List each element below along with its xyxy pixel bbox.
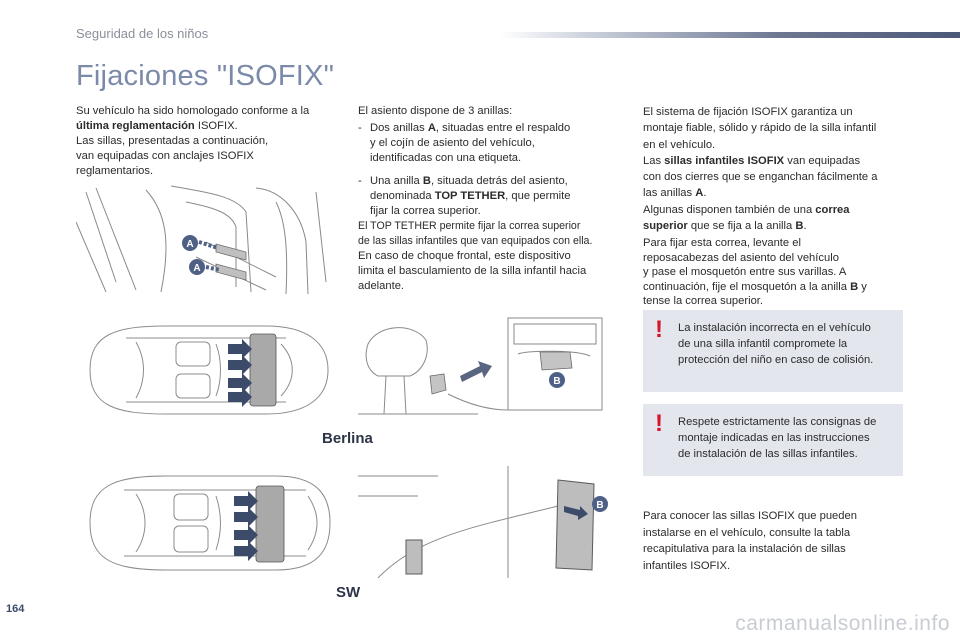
figure-seat-anchors [76,182,336,298]
svg-text:B: B [596,500,604,511]
header-bar [500,32,960,38]
svg-text:A: A [186,239,194,250]
svg-text:A: A [193,263,201,274]
warning-icon: ! [655,316,663,343]
page-title: Fijaciones "ISOFIX" [76,60,335,92]
svg-text:B: B [553,376,561,387]
warning-icon: ! [655,410,663,437]
figure-headrest-top-tether [358,314,612,422]
section-title: Seguridad de los niños [76,26,209,41]
warning-box-instructions: ! Respete estrictamente las consignas de montaje indicadas en las instrucciones de instalación de las sillas infantiles. [643,404,903,476]
warning-box-installation: ! La instalación incorrecta en el vehículo de una silla infantil compromete la protección del niño en caso de colisión. [643,310,903,392]
sw-label: SW [336,584,361,601]
system-text: El sistema de fijación ISOFIX garantiza un montaje fiable, sólido y rápido de la silla infantil en el vehículo. Las sillas infantiles ISOFIX van equipadas con dos cierres que se enganchan fácilmente a las anillas A. Algunas disponen también de una correa superior que se fija a la anilla B. [643,106,878,233]
figure-top-tether-anchor [358,466,612,578]
figure-berlina-top-view [76,320,336,420]
intro-text: Su vehículo ha sido homologado conforme a la última reglamentación ISOFIX. Las sillas, presentadas a continuación, van equipadas con anclajes ISOFIX reglamentarios. [76,105,310,177]
isofix-table-reference: Para conocer las sillas ISOFIX que pueden instalarse en el vehículo, consulte la tabla recapitulativa para la instalación de sillas infantiles ISOFIX. [643,510,857,572]
rings-text: El asiento dispone de 3 anillas: - Dos anillas A, situadas entre el respaldo y el cojín de asiento del vehículo, identificadas con una etiqueta. - Una anilla B, situada detrás del asiento, denominada TOP TETHER, que permite fijar la correa superior. El TOP TETHER permite fijar la correa superior de las sillas infantiles que van equipados con ella. En caso de choque frontal, este dispositivo limita el basculamiento de la silla infantil hacia adelante. [358,105,593,292]
watermark: carmanualsonline.info [735,612,950,635]
figure-sw-top-view [76,470,336,576]
berlina-label: Berlina [322,430,373,447]
tether-instructions: Para fijar esta correa, levante el reposacabezas del asiento del vehículo y pase el mosquetón entre sus varillas. A continuación, fije el mosquetón a la anilla B y tense la correa superior. [643,237,867,308]
page-number: 164 [6,603,25,615]
